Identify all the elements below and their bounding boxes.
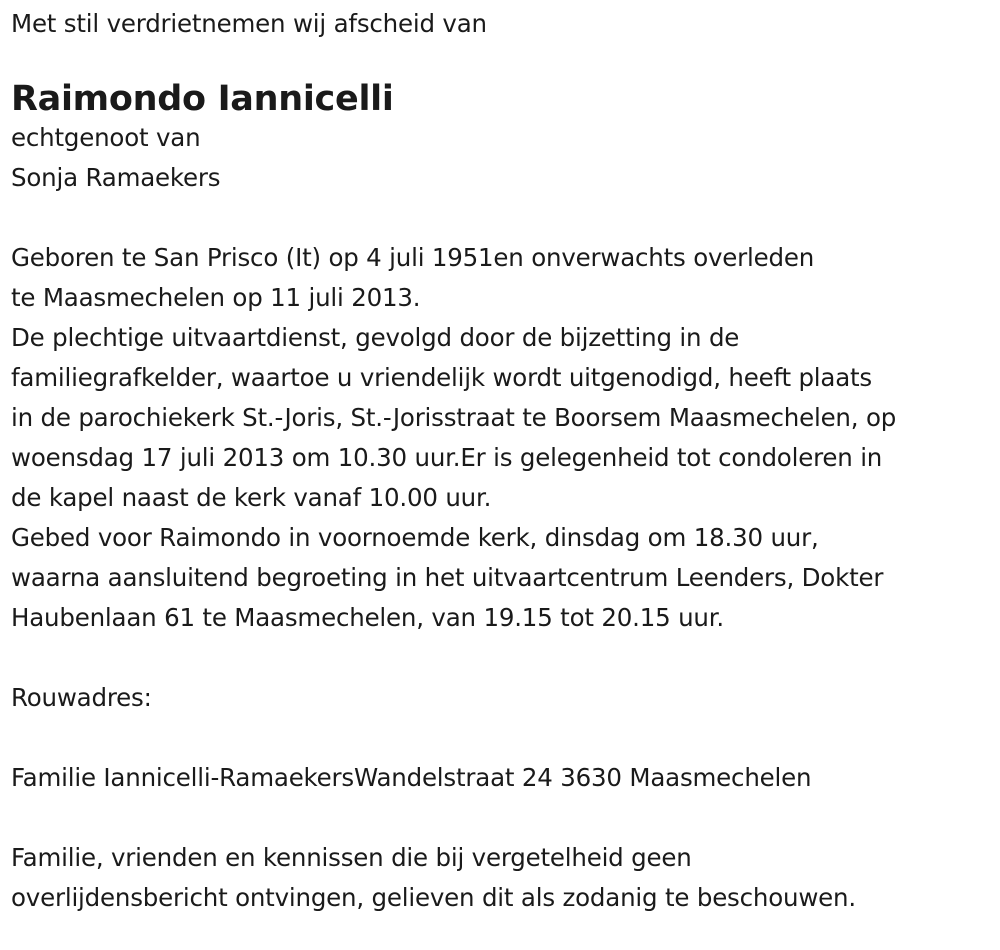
- body-line: Haubenlaan 61 te Maasmechelen, van 19.15 tot 20.15 uur.: [11, 603, 724, 632]
- spacer: [11, 798, 996, 838]
- body-line: de kapel naast de kerk vanaf 10.00 uur.: [11, 483, 492, 512]
- address-label: Rouwadres:: [11, 683, 152, 712]
- deceased-name: Raimondo Iannicelli: [11, 79, 394, 119]
- body-line: De plechtige uitvaartdienst, gevolgd door de bijzetting in de: [11, 323, 740, 352]
- closing-line: Familie, vrienden en kennissen die bij vergetelheid geen: [11, 843, 692, 872]
- body-line: te Maasmechelen op 11 juli 2013.: [11, 283, 421, 312]
- body-line: Gebed voor Raimondo in voornoemde kerk, dinsdag om 18.30 uur,: [11, 523, 819, 552]
- spacer: [11, 198, 996, 238]
- spouse-label: echtgenoot van: [11, 123, 201, 152]
- spouse-name: Sonja Ramaekers: [11, 163, 221, 192]
- body-line: Geboren te San Prisco (It) op 4 juli 1951en onverwachts overleden: [11, 243, 815, 272]
- mourning-address: Familie Iannicelli-RamaekersWandelstraat 24 3630 Maasmechelen: [11, 763, 812, 792]
- body-line: familiegrafkelder, waartoe u vriendelijk wordt uitgenodigd, heeft plaats: [11, 363, 872, 392]
- spacer: [11, 638, 996, 678]
- announcement-body: [11, 238, 996, 638]
- closing-line: overlijdensbericht ontvingen, gelieven dit als zodanig te beschouwen.: [11, 883, 856, 912]
- obituary-document: [11, 0, 996, 918]
- body-line: woensdag 17 juli 2013 om 10.30 uur.Er is gelegenheid tot condoleren in: [11, 443, 883, 472]
- closing-note: [11, 838, 996, 918]
- intro-text: Met stil verdrietnemen wij afscheid van: [11, 9, 487, 38]
- body-line: waarna aansluitend begroeting in het uitvaartcentrum Leenders, Dokter: [11, 563, 884, 592]
- spacer: [11, 718, 996, 758]
- body-line: in de parochiekerk St.-Joris, St.-Jorisstraat te Boorsem Maasmechelen, op: [11, 403, 897, 432]
